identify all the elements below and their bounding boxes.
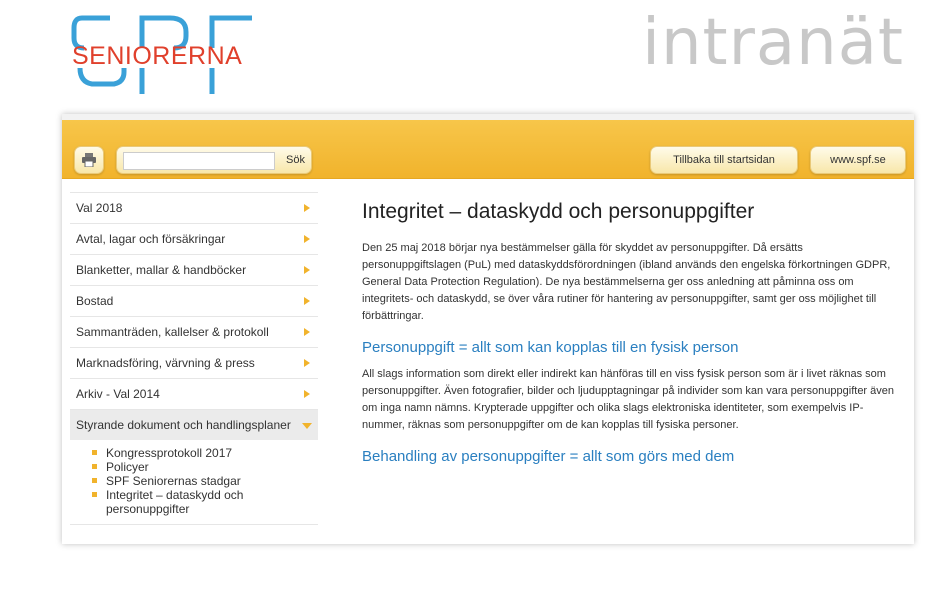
sidebar-item-val-2018[interactable]: [70, 192, 318, 223]
bullet-icon: [92, 464, 97, 469]
arrow-right-icon: [304, 297, 310, 305]
sidebar-item-label: Avtal, lagar och försäkringar: [76, 232, 226, 246]
page-title: Integritet – dataskydd och personuppgifter: [362, 200, 755, 223]
arrow-down-icon: [302, 423, 312, 429]
spf-site-link[interactable]: www.spf.se: [810, 146, 906, 174]
search-box: [116, 146, 312, 174]
bullet-icon: [92, 492, 97, 497]
search-button[interactable]: Sök: [286, 154, 305, 166]
subnav-item-stadgar[interactable]: [92, 474, 318, 488]
printer-icon: [81, 153, 97, 167]
arrow-right-icon: [304, 266, 310, 274]
sidebar-item-arkiv[interactable]: [70, 378, 318, 409]
subnav-item-policyer[interactable]: [92, 460, 318, 474]
arrow-right-icon: [304, 359, 310, 367]
toolbar: [62, 120, 914, 179]
subnav-item-kongress[interactable]: [92, 446, 318, 460]
sidebar-item-label: Val 2018: [76, 201, 123, 215]
section-heading-behandling: Behandling av personuppgifter = allt som görs med dem: [362, 448, 735, 465]
arrow-right-icon: [304, 204, 310, 212]
sidebar-item-bostad[interactable]: [70, 285, 318, 316]
sidebar-item-avtal[interactable]: [70, 223, 318, 254]
sidebar-item-label: Marknadsföring, värvning & press: [76, 356, 255, 370]
intro-paragraph: Den 25 maj 2018 börjar nya bestämmelser gälla för skyddet av personuppgifter. Då ersätts personuppgiftslagen (PuL) med dataskyddsförordningen (ibland används den engelska förkortningen GDPR, General Data Protection Regulation). De nya bestämmelserna ger oss anledning att påminna oss om integritets- och dataskydd, se över våra rutiner för hantering av personuppgifter, samt ger oss möjlighet till förbättringar.: [362, 242, 891, 322]
arrow-right-icon: [304, 328, 310, 336]
subnav-label: Policyer: [106, 460, 149, 474]
logo-text: SENIORERNA: [72, 42, 243, 70]
sidebar-item-styrande[interactable]: [70, 409, 318, 440]
subnav-item-integritet[interactable]: [92, 488, 318, 516]
arrow-right-icon: [304, 235, 310, 243]
arrow-right-icon: [304, 390, 310, 398]
subnav-label: Integritet – dataskydd och personuppgifter: [106, 488, 244, 516]
sidebar-item-label: Bostad: [76, 294, 114, 308]
subnav-list: [70, 440, 318, 525]
main-content: [362, 194, 902, 475]
sidebar-item-blanketter[interactable]: [70, 254, 318, 285]
sidebar-item-label: Blanketter, mallar & handböcker: [76, 263, 247, 277]
sidebar-item-label: Sammanträden, kallelser & protokoll: [76, 325, 269, 339]
bullet-icon: [92, 450, 97, 455]
sidebar-item-label: Arkiv - Val 2014: [76, 387, 160, 401]
sidebar-item-marknadsforing[interactable]: [70, 347, 318, 378]
site-header: [0, 0, 946, 110]
section-paragraph-personuppgift: All slags information som direkt eller indirekt kan hänföras till en viss fysisk person som är i livet räknas som personuppgifter. Även fotografier, bilder och ljudupptagningar på individer som kan vara personuppgifter även om inga namn nämns. Krypterade uppgifter och olika slags elektroniska identiteter, som exempelvis IP-nummer, räknas som personuppgifter om de kan kopplas till fysiska personer.: [362, 368, 895, 431]
spf-logo[interactable]: [70, 8, 280, 98]
back-to-start-button[interactable]: Tillbaka till startsidan: [650, 146, 798, 174]
sidebar-nav: [70, 192, 318, 525]
intranet-title: intranät: [642, 6, 904, 80]
print-button[interactable]: [74, 146, 104, 174]
sidebar-item-sammantraden[interactable]: [70, 316, 318, 347]
page-frame: [62, 114, 914, 544]
subnav-label: Kongressprotokoll 2017: [106, 446, 233, 460]
subnav-label: SPF Seniorernas stadgar: [106, 474, 241, 488]
section-heading-personuppgift: Personuppgift = allt som kan kopplas till en fysisk person: [362, 339, 739, 356]
sidebar-item-label: Styrande dokument och handlingsplaner: [76, 418, 291, 432]
search-input[interactable]: [123, 152, 275, 170]
bullet-icon: [92, 478, 97, 483]
